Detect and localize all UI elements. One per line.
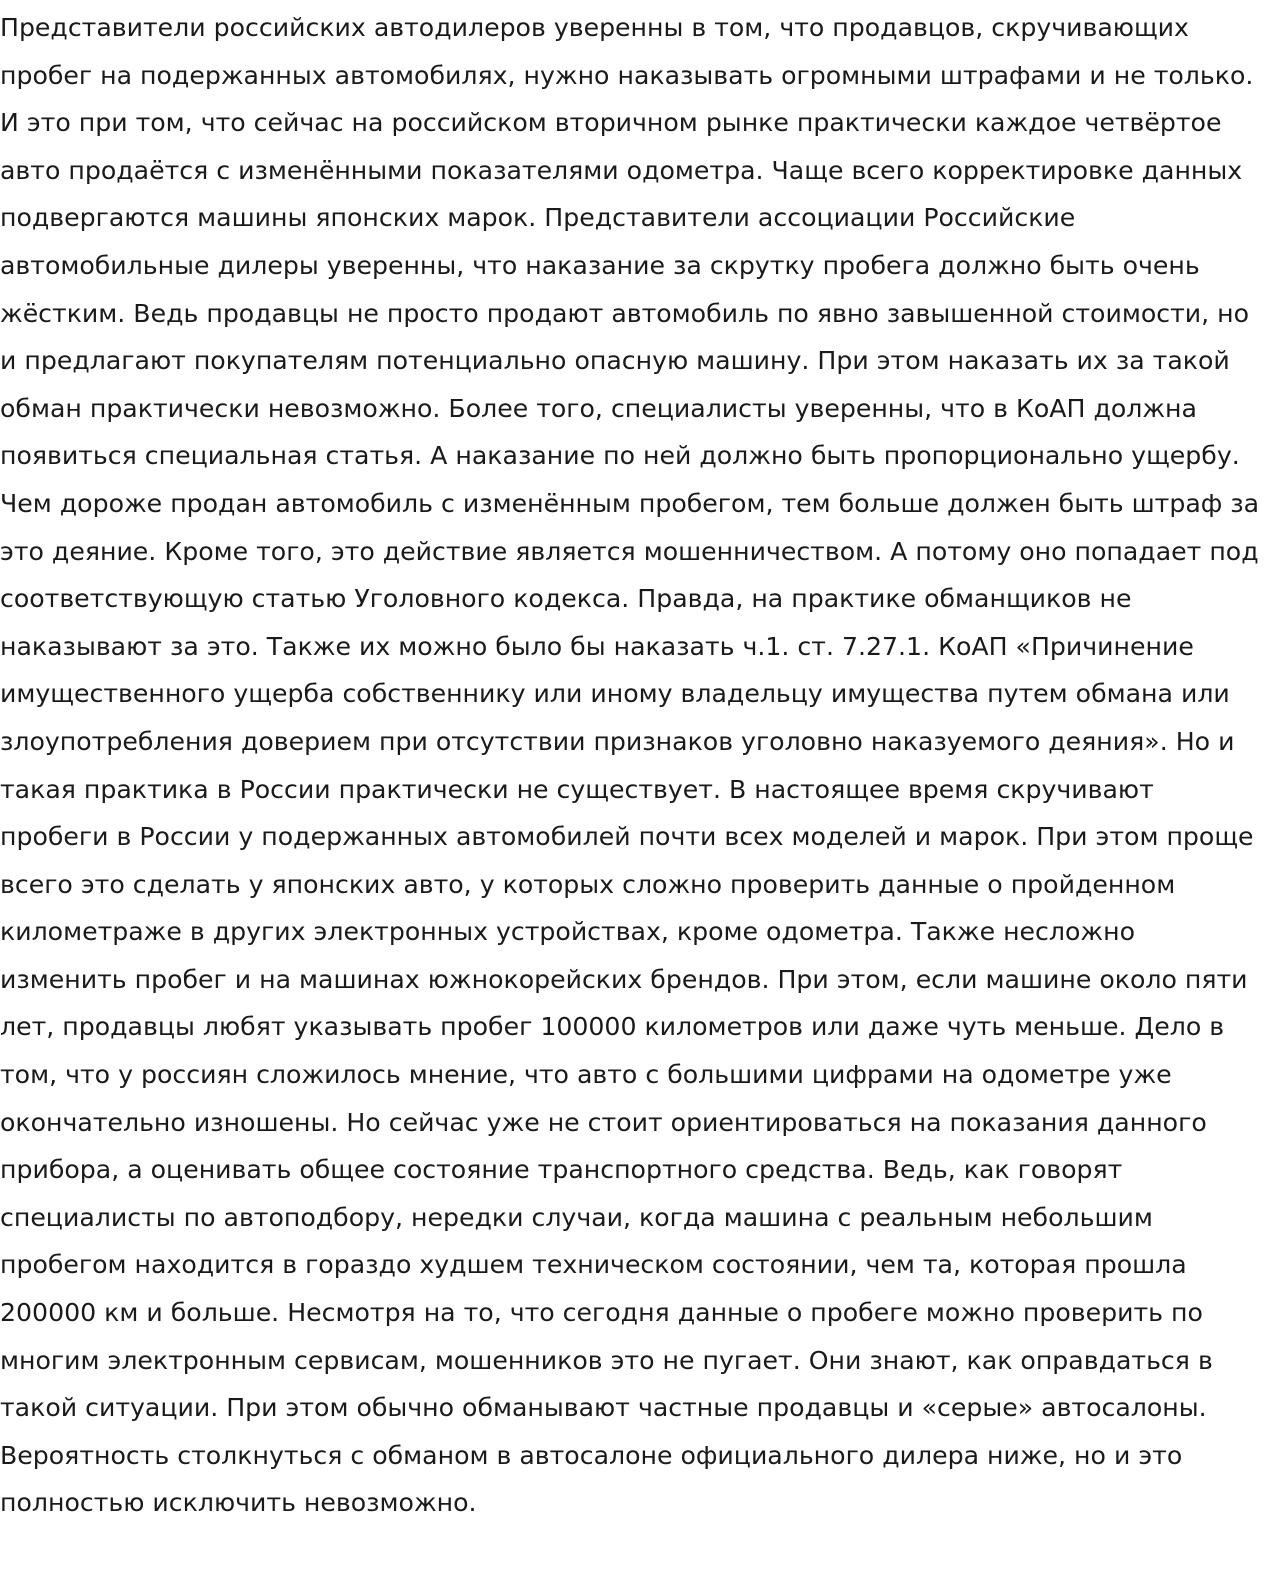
article-body-text: Представители российских автодилеров уверенны в том, что продавцов, скручивающих пробег на подержанных автомобилях, нужно наказывать огромными штрафами и не только. И это при том, что сейчас на российском вторичном рынке практически каждое четвёртое авто продаётся с изменёнными показателями одометра. Чаще всего корректировке данных подвергаются машины японских марок. Представители ассоциации Российские автомобильные дилеры уверенны, что наказание за скрутку пробега должно быть очень жёстким. Ведь продавцы не просто продают автомобиль по явно завышенной стоимости, но и предлагают покупателям потенциально опасную машину. При этом наказать их за такой обман практически невозможно. Более того, специалисты уверенны, что в КоАП должна появиться специальная статья. А наказание по ней должно быть пропорционально ущербу. Чем дороже продан автомобиль с изменённым пробегом, тем больше должен быть штраф за это деяние. Кроме того, это действие является мошенничеством. А потому оно попадает под соответствующую статью Уголовного кодекса. Правда, на практике обманщиков не наказывают за это. Также их можно было бы наказать ч.1. ст. 7.27.1. КоАП «Причинение имущественного ущерба собственнику или иному владельцу имущества путем обмана или злоупотребления доверием при отсутствии признаков уголовно наказуемого деяния». Но и такая практика в России практически не существует. В настоящее время скручивают пробеги в России у подержанных автомобилей почти всех моделей и марок. При этом проще всего это сделать у японских авто, у которых сложно проверить данные о пройденном километраже в других электронных устройствах, кроме одометра. Также несложно изменить пробег и на машинах южнокорейских брендов. При этом, если машине около пяти лет, продавцы любят указывать пробег 100000 километров или даже чуть меньше. Дело в том, что у россиян сложилось мнение, что авто с большими цифрами на одометре уже окончательно изношены. Но сейчас уже не стоит ориентироваться на показания данного прибора, а оценивать общее состояние транспортного средства. Ведь, как говорят специалисты по автоподбору, нередки случаи, когда машина с реальным небольшим пробегом находится в гораздо худшем техническом состоянии, чем та, которая прошла 200000 км и больше. Несмотря на то, что сегодня данные о пробеге можно проверить по многим электронным сервисам, мошенников это не пугает. Они знают, как оправдаться в такой ситуации. При этом обычно обманывают частные продавцы и «серые» автосалоны. Вероятность столкнуться с обманом в автосалоне официального дилера ниже, но и это полностью исключить невозможно. (0, 13, 1260, 1518)
